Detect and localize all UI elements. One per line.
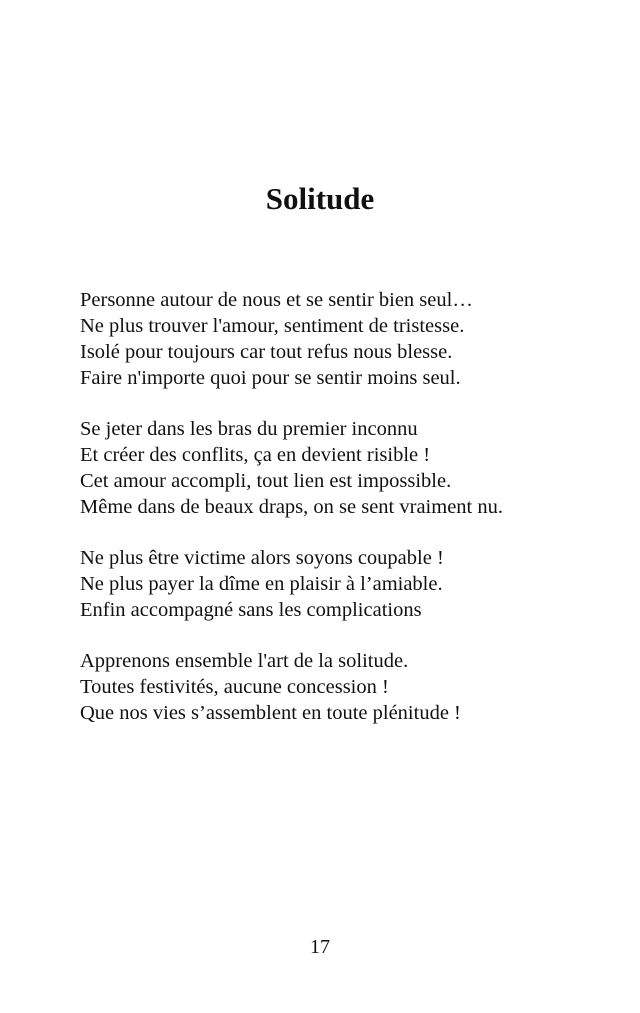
page-number: 17 bbox=[310, 936, 330, 958]
poem-line: Ne plus être victime alors soyons coupable ! bbox=[80, 547, 444, 569]
poem-line: Cet amour accompli, tout lien est impossible. bbox=[80, 470, 452, 492]
poem-line: Toutes festivités, aucune concession ! bbox=[80, 676, 389, 698]
stanza-3 bbox=[80, 545, 600, 623]
stanza-4 bbox=[80, 648, 600, 726]
poem-line: Que nos vies s’assemblent en toute plénitude ! bbox=[80, 702, 461, 724]
poem-line: Apprenons ensemble l'art de la solitude. bbox=[80, 650, 409, 672]
poem-line: Enfin accompagné sans les complications bbox=[80, 599, 422, 621]
poem-line: Et créer des conflits, ça en devient risible ! bbox=[80, 444, 431, 466]
poem-line: Personne autour de nous et se sentir bien seul… bbox=[80, 289, 473, 311]
poem-line: Même dans de beaux draps, on se sent vraiment nu. bbox=[80, 496, 503, 518]
poem-title: Solitude bbox=[265, 180, 375, 216]
poem-line: Se jeter dans les bras du premier inconnu bbox=[80, 418, 418, 440]
stanza-1 bbox=[80, 287, 600, 391]
stanza-2 bbox=[80, 416, 600, 520]
poem-line: Faire n'importe quoi pour se sentir moins seul. bbox=[80, 367, 461, 389]
poem-line: Ne plus trouver l'amour, sentiment de tristesse. bbox=[80, 315, 465, 337]
poem-body bbox=[80, 287, 600, 751]
poem-line: Isolé pour toujours car tout refus nous blesse. bbox=[80, 341, 453, 363]
poem-line: Ne plus payer la dîme en plaisir à l’amiable. bbox=[80, 573, 443, 595]
